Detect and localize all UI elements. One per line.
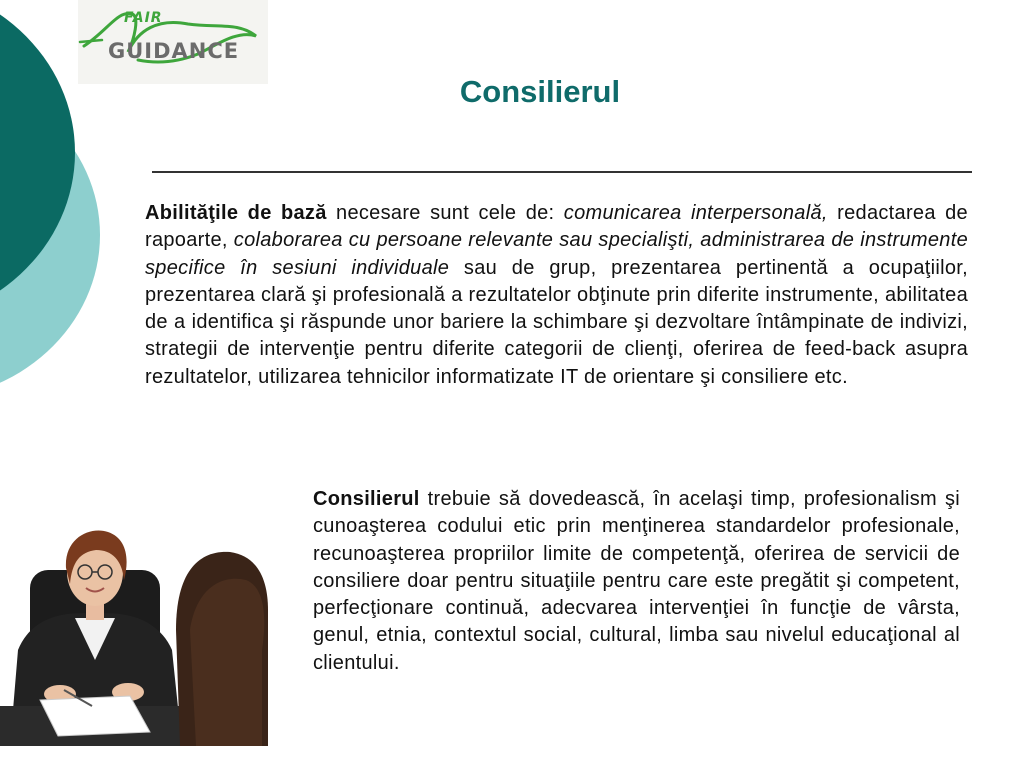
logo-main-text: GUIDANCE bbox=[108, 39, 240, 63]
para2-text: trebuie să dovedească, în acelaşi timp, profesionalism şi cunoaşterea codului etic prin menţinerea standardelor profesionale, recunoaşterea propriilor limite de competenţă, oferirea de servicii de consiliere doar pentru situaţiile pentru care este pregătit şi competent, perfecţionare continuă, adecvarea intervenţiei în funcţie de vârsta, genul, etnia, contextul social, cultural, limba sau nivelul educaţional al clientului. bbox=[313, 488, 960, 674]
para1-bold-lead: Abilităţile de bază bbox=[145, 202, 327, 224]
para1-italic-1: comunicarea interpersonală, bbox=[563, 202, 828, 224]
para1-text-2: redactarea de rapoarte, bbox=[145, 202, 968, 252]
fair-guidance-logo bbox=[78, 0, 268, 84]
para2-bold-lead: Consilierul bbox=[313, 488, 420, 510]
para1-italic-2: colaborarea cu persoane relevante sau specialişti, administrarea de instrumente specifice în sesiuni individuale bbox=[145, 229, 968, 279]
slide-title: Consilierul bbox=[459, 74, 621, 109]
paragraph-skills bbox=[145, 200, 968, 391]
para1-text-3: sau de grup, prezentarea pertinentă a ocupaţiilor, prezentarea clară şi profesională a rezultatelor obţinute prin diferite instrumente, abilitatea de a identifica şi răspunde unor bariere la schimbare şi dezvoltare întâmpinate de indivizi, strategii de intervenţie pentru diferite categorii de clienţi, oferirea de feed-back asupra rezultatelor, utilizarea tehnicilor informatizate IT de orientare şi consiliere etc. bbox=[145, 256, 968, 388]
para1-text-1: necesare sunt cele de: bbox=[326, 202, 564, 224]
counseling-illustration bbox=[0, 510, 268, 746]
logo-top-text: FAIR bbox=[124, 10, 163, 26]
title-divider bbox=[152, 171, 972, 173]
counseling-photo bbox=[0, 510, 268, 746]
paragraph-counselor bbox=[313, 486, 960, 677]
